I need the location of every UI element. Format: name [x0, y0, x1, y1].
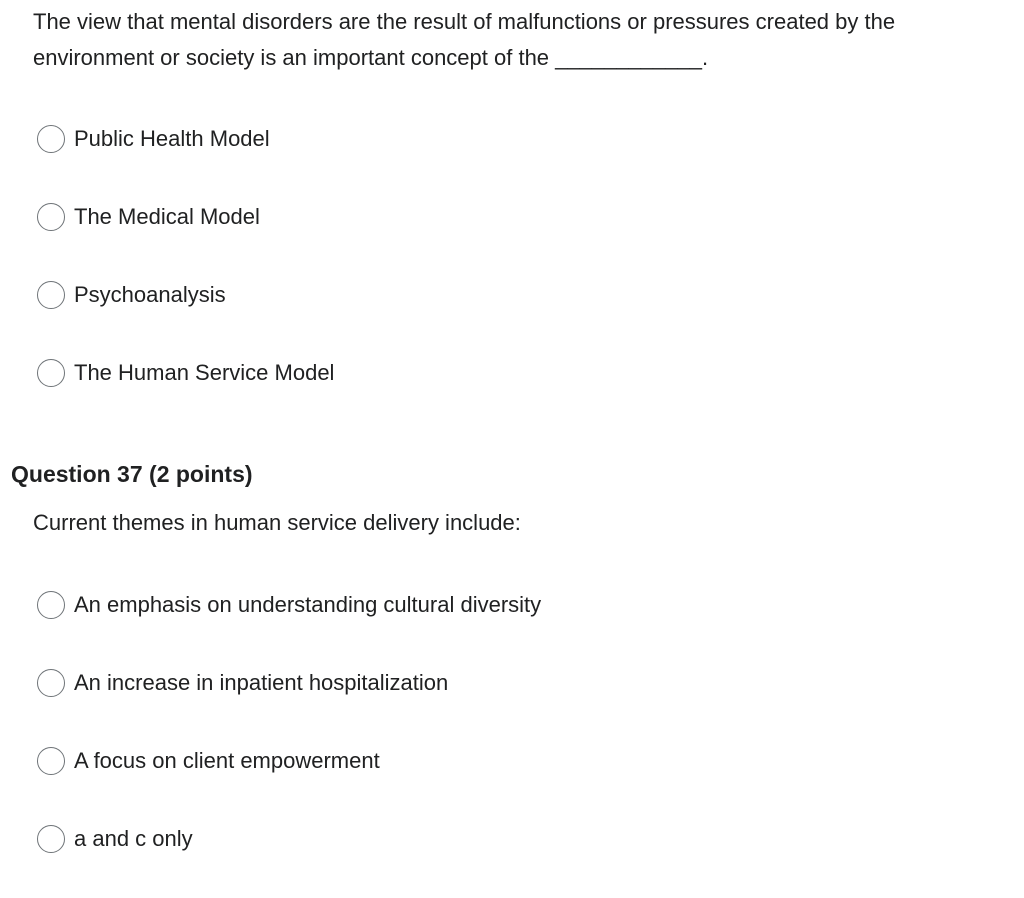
- q37-option-1[interactable]: [37, 590, 541, 620]
- q37-option-2-label[interactable]: An increase in inpatient hospitalization: [74, 670, 449, 695]
- radio-button-icon[interactable]: [37, 669, 65, 697]
- q36-option-1[interactable]: [37, 124, 270, 154]
- radio-button-icon[interactable]: [37, 359, 65, 387]
- radio-button-icon[interactable]: [37, 825, 65, 853]
- q36-option-3-label[interactable]: Psychoanalysis: [74, 282, 226, 307]
- q36-option-4-label[interactable]: The Human Service Model: [74, 360, 335, 385]
- q37-option-1-label[interactable]: An emphasis on understanding cultural diversity: [74, 592, 542, 617]
- q37-option-3-label[interactable]: A focus on client empowerment: [74, 748, 380, 773]
- question-36-text: The view that mental disorders are the result of malfunctions or pressures created by the environment or society is an important concept of the ____________.: [33, 9, 896, 70]
- q37-option-4[interactable]: [37, 824, 193, 854]
- radio-button-icon[interactable]: [37, 747, 65, 775]
- q36-option-2[interactable]: [37, 202, 260, 232]
- radio-button-icon[interactable]: [37, 591, 65, 619]
- question-number: Question 37: [11, 461, 143, 487]
- question-37-header: [11, 456, 253, 492]
- question-points: (2 points): [149, 461, 253, 487]
- q37-option-4-label[interactable]: a and c only: [74, 826, 193, 851]
- radio-button-icon[interactable]: [37, 281, 65, 309]
- q37-option-3[interactable]: [37, 746, 380, 776]
- q36-option-1-label[interactable]: Public Health Model: [74, 126, 270, 151]
- q36-option-2-label[interactable]: The Medical Model: [74, 204, 260, 229]
- question-37-text: Current themes in human service delivery include:: [33, 510, 521, 535]
- q36-option-4[interactable]: [37, 358, 334, 388]
- q37-option-2[interactable]: [37, 668, 448, 698]
- radio-button-icon[interactable]: [37, 125, 65, 153]
- radio-button-icon[interactable]: [37, 203, 65, 231]
- q36-option-3[interactable]: [37, 280, 226, 310]
